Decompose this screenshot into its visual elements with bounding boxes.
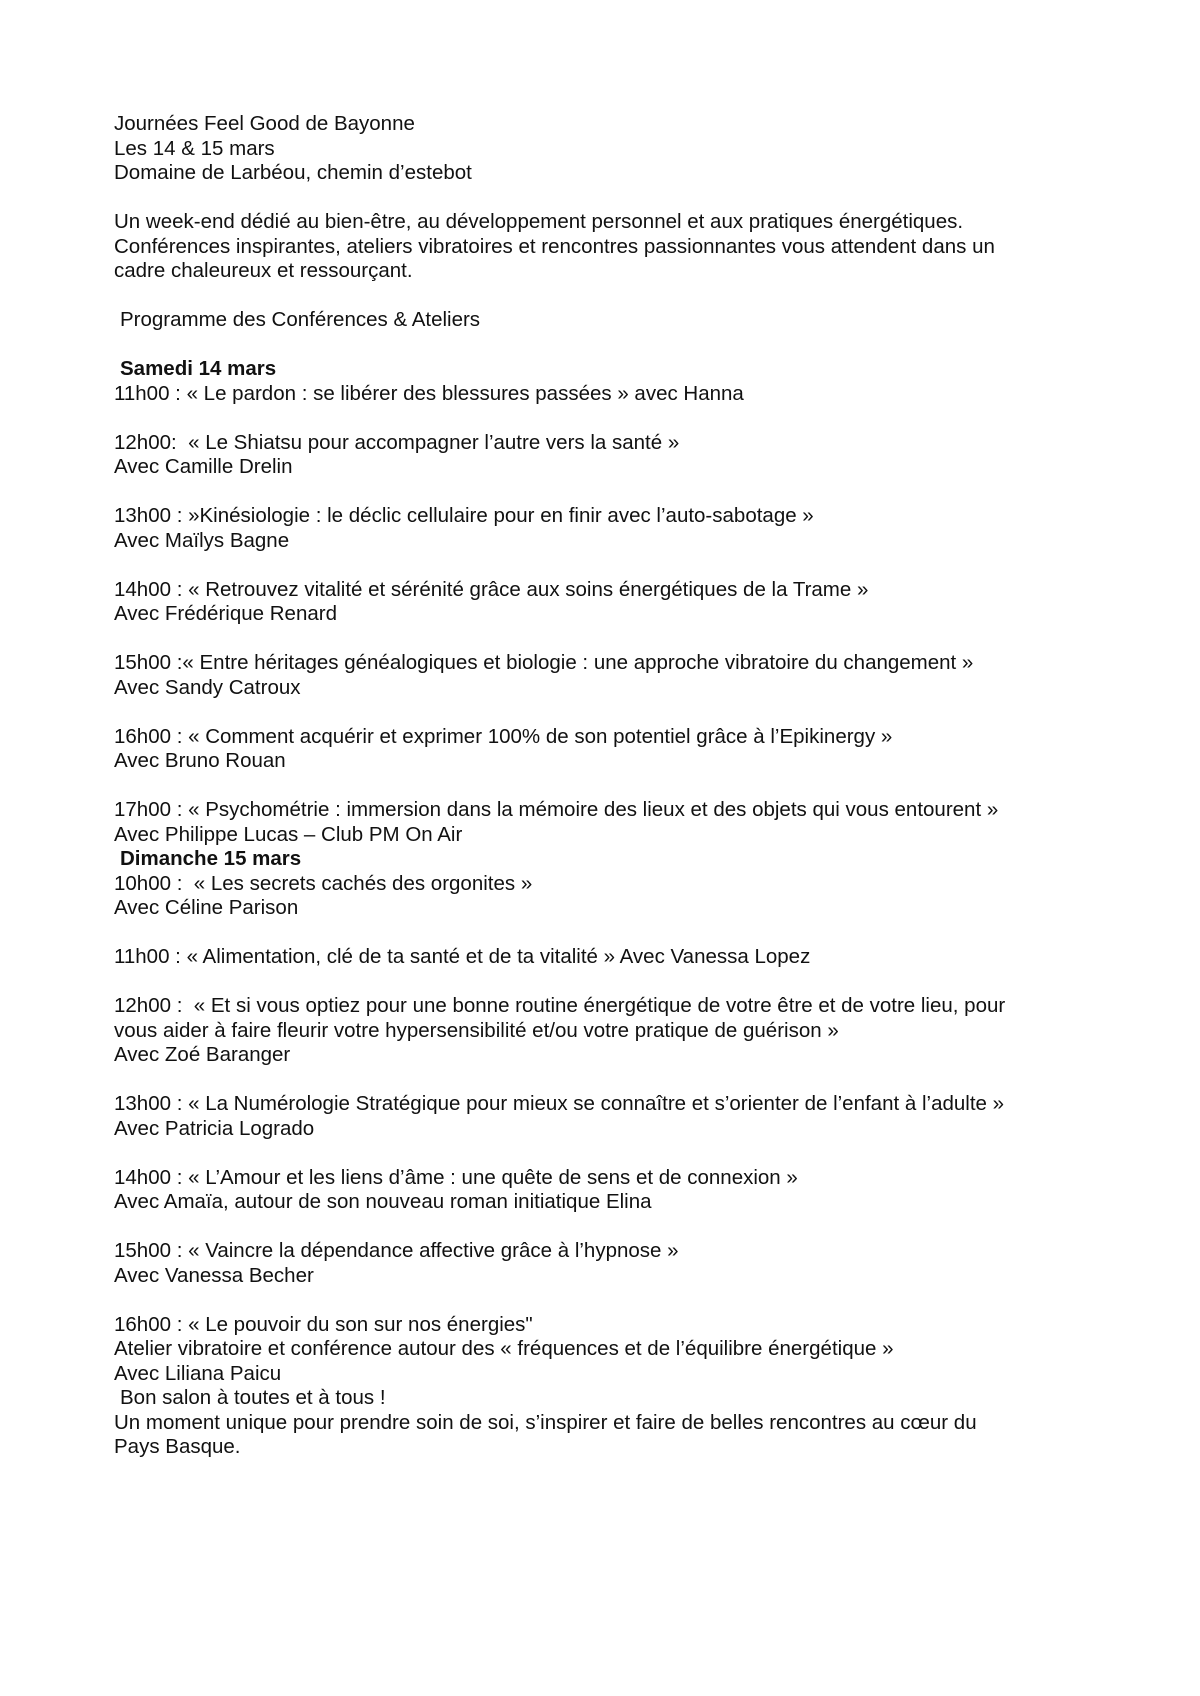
event-title: Journées Feel Good de Bayonne xyxy=(114,112,415,135)
session-title: 14h00 : « Retrouvez vitalité et sérénité grâce aux soins énergétiques de la Trame » xyxy=(114,577,869,601)
intro-line: Un week-end dédié au bien-être, au développement personnel et aux pratiques énergétiques. xyxy=(114,210,964,233)
program-heading-block xyxy=(114,308,1104,333)
schedule-item xyxy=(114,872,1104,921)
session-line: Avec Amaïa, autour de son nouveau roman initiatique Elina xyxy=(114,1190,652,1213)
intro-line: Conférences inspirantes, ateliers vibratoires et rencontres passionnantes vous attendent dans un xyxy=(114,234,995,258)
schedule-item xyxy=(114,382,1104,407)
session-line: 14h00 : « L’Amour et les liens d’âme : une quête de sens et de connexion » xyxy=(114,1165,798,1189)
session-line: vous aider à faire fleurir votre hypersensibilité et/ou votre pratique de guérison » xyxy=(114,1018,839,1042)
session-line: 16h00 : « Le pouvoir du son sur nos énergies" xyxy=(114,1312,533,1336)
schedule-item xyxy=(114,1166,1104,1215)
closing-line: Un moment unique pour prendre soin de soi, s’inspirer et faire de belles rencontres au cœur du xyxy=(114,1410,977,1434)
session-title: 12h00: « Le Shiatsu pour accompagner l’autre vers la santé » xyxy=(114,430,680,454)
event-header xyxy=(114,112,1104,186)
document-page xyxy=(114,112,1104,1460)
session-line: Avec Zoé Baranger xyxy=(114,1043,291,1066)
session-line: Avec Céline Parison xyxy=(114,896,299,919)
closing-line: Pays Basque. xyxy=(114,1435,241,1458)
schedule-item xyxy=(114,578,1104,627)
schedule-item xyxy=(114,945,1104,970)
session-line: Avec Patricia Lograd​o xyxy=(114,1116,315,1140)
session-speaker: Avec Frédérique Renard xyxy=(114,602,337,625)
session-speaker: Avec Philippe Lucas – Club PM On Air xyxy=(114,822,463,846)
session-title: 15h00 :« Entre héritages généalogiques et biologie : une approche vibratoire du changement » xyxy=(114,651,974,674)
session-title: 13h00 : »Kinésiologie : le déclic cellulaire pour en finir avec l’auto-sabotage » xyxy=(114,504,814,527)
session-line: Avec Liliana Paicu xyxy=(114,1361,282,1385)
session-line: 10h00 : « Les secrets cachés des orgonites » xyxy=(114,871,533,895)
session-line: 15h00 : « Vaincre la dépendance affective grâce à l’hypnose » xyxy=(114,1239,679,1262)
sunday-section xyxy=(114,847,1104,1386)
session-speaker: Avec Sandy Catroux xyxy=(114,675,301,699)
sunday-heading: Dimanche 15 mars xyxy=(120,847,302,870)
schedule-item xyxy=(114,725,1104,774)
program-heading: Programme des Conférences & Ateliers xyxy=(120,308,481,331)
closing-paragraph xyxy=(114,1386,1104,1460)
session-line: 11h00 : « Alimentation, clé de ta santé et de ta vitalité » Avec Vanessa Lopez xyxy=(114,945,811,968)
schedule-item xyxy=(114,1239,1104,1288)
session-line: Avec Vanessa Becher xyxy=(114,1263,314,1287)
event-venue: Domaine de Larbéou, chemin d’estebot xyxy=(114,161,472,184)
schedule-item xyxy=(114,798,1104,847)
session-line: Atelier vibratoire et conférence autour des « fréquences et de l’équilibre énergétique » xyxy=(114,1337,894,1360)
closing-line: Bon salon à toutes et à tous ! xyxy=(120,1386,386,1409)
intro-line: cadre chaleureux et ressourçant. xyxy=(114,259,413,282)
session-title: 11h00 : « Le pardon : se libérer des blessures passées » avec Hanna xyxy=(114,381,744,405)
session-speaker: Avec Maïlys Bagne xyxy=(114,528,290,552)
schedule-item xyxy=(114,504,1104,553)
session-line: 12h00 : « Et si vous optiez pour une bonne routine énergétique de votre être et de votre lieu, pour xyxy=(114,994,1006,1017)
session-line: 13h00 : « La Numérologie Stratégique pour mieux se connaître et s’orienter de l’enfant à l’adulte » xyxy=(114,1092,1005,1115)
intro-paragraph xyxy=(114,210,1104,284)
schedule-item xyxy=(114,1313,1104,1387)
schedule-item xyxy=(114,1092,1104,1141)
session-speaker: Avec Camille Drelin xyxy=(114,455,293,478)
saturday-heading: Samedi 14 mars xyxy=(120,357,277,380)
schedule-item xyxy=(114,651,1104,700)
saturday-section xyxy=(114,357,1104,847)
session-title: 17h00 : « Psychométrie : immersion dans la mémoire des lieux et des objets qui vous entourent » xyxy=(114,798,999,821)
session-title: 16h00 : « Comment acquérir et exprimer 100% de son potentiel grâce à l’Epikinergy » xyxy=(114,724,893,748)
schedule-item xyxy=(114,994,1104,1068)
schedule-item xyxy=(114,431,1104,480)
session-speaker: Avec Bruno Rouan xyxy=(114,749,286,772)
event-dates: Les 14 & 15 mars xyxy=(114,136,275,160)
